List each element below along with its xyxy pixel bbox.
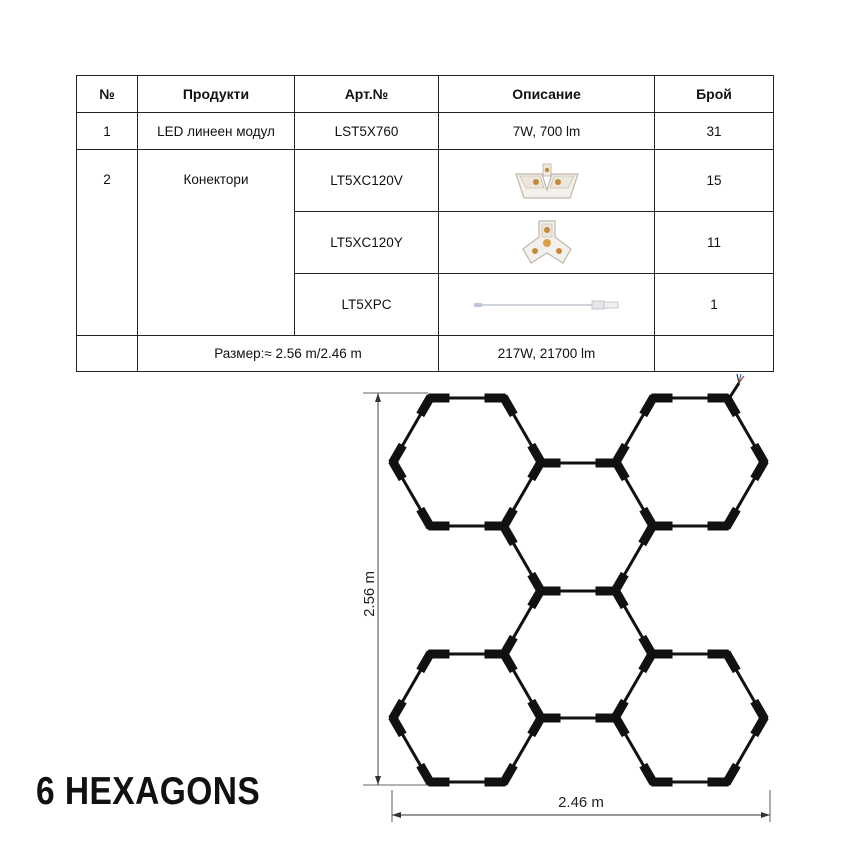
module-end-cap	[506, 401, 512, 411]
module-end-cap	[756, 465, 762, 475]
module-end-cap	[729, 657, 735, 667]
total-size: Размер:≈ 2.56 m/2.46 m	[138, 336, 439, 372]
connector-node	[500, 394, 508, 402]
module-end-cap	[729, 769, 735, 779]
connector-node	[500, 650, 508, 658]
module-end-cap	[506, 530, 512, 540]
connector-node	[611, 587, 619, 595]
connector-node	[612, 458, 620, 466]
connector-node	[500, 778, 508, 786]
module-end-cap	[756, 449, 762, 459]
connector-node	[611, 714, 619, 722]
module-end-cap	[395, 449, 401, 459]
module-end-cap	[617, 578, 623, 588]
connector-node	[537, 458, 545, 466]
header-no: №	[77, 76, 138, 113]
row-no: 1	[77, 113, 138, 150]
connector-node	[723, 650, 731, 658]
module-end-cap	[395, 721, 401, 731]
row-qty: 15	[655, 150, 774, 212]
header-qty: Брой	[655, 76, 774, 113]
module-end-cap	[506, 657, 512, 667]
module-end-cap	[644, 530, 650, 540]
module-end-cap	[422, 401, 428, 411]
connector-node	[389, 714, 397, 722]
connector-node	[537, 714, 545, 722]
module-end-cap	[645, 769, 651, 779]
module-end-cap	[645, 513, 651, 523]
module-end-cap	[645, 401, 651, 411]
row-qty: 1	[655, 274, 774, 336]
connector-node	[649, 394, 657, 402]
width-label: 2.46 m	[558, 794, 604, 811]
header-product: Продукти	[138, 76, 295, 113]
module-end-cap	[644, 641, 650, 651]
row-product: LED линеен модул	[138, 113, 295, 150]
module-end-cap	[533, 705, 539, 715]
row-art: LT5XC120V	[295, 150, 439, 212]
module-end-cap	[533, 578, 539, 588]
row-product: Конектори	[138, 150, 295, 336]
connector-node	[389, 458, 397, 466]
module-end-cap	[506, 513, 512, 523]
module-end-cap	[395, 465, 401, 475]
module-end-cap	[618, 465, 624, 475]
module-end-cap	[729, 401, 735, 411]
connector-node	[723, 778, 731, 786]
hexagon-frames	[393, 398, 764, 782]
module-end-cap	[506, 769, 512, 779]
module-end-cap	[729, 513, 735, 523]
row-description: 7W, 700 lm	[439, 113, 655, 150]
row-qty: 11	[655, 212, 774, 274]
page-title: 6 HEXAGONS	[36, 770, 261, 813]
module-end-cap	[617, 705, 623, 715]
connector-node	[426, 522, 434, 530]
connector-node	[649, 522, 657, 530]
module-end-cap	[618, 721, 624, 731]
header-description: Описание	[439, 76, 655, 113]
row-qty: 31	[655, 113, 774, 150]
connector-node	[648, 650, 656, 658]
module-end-cap	[533, 465, 539, 475]
total-description: 217W, 21700 lm	[439, 336, 655, 372]
power-cable-end	[730, 374, 744, 397]
connector-node	[426, 650, 434, 658]
module-end-cap	[422, 769, 428, 779]
connector-node	[760, 458, 768, 466]
module-end-cap	[506, 641, 512, 651]
row-no: 2	[77, 150, 138, 336]
connector-node	[537, 587, 545, 595]
connector-node	[649, 778, 657, 786]
module-end-cap	[756, 721, 762, 731]
row-art: LT5XC120Y	[295, 212, 439, 274]
module-end-cap	[756, 705, 762, 715]
connector-node	[500, 522, 508, 530]
module-end-cap	[533, 721, 539, 731]
module-end-cap	[618, 449, 624, 459]
module-end-cap	[533, 449, 539, 459]
height-label: 2.56 m	[361, 571, 378, 617]
width-dimension	[392, 790, 770, 822]
module-end-cap	[422, 657, 428, 667]
connector-node	[760, 714, 768, 722]
module-end-cap	[644, 657, 650, 667]
connector-node	[426, 394, 434, 402]
row-art: LT5XPC	[295, 274, 439, 336]
module-end-cap	[395, 705, 401, 715]
header-art: Арт.№	[295, 76, 439, 113]
connector-node	[723, 522, 731, 530]
module-end-cap	[422, 513, 428, 523]
row-art: LST5X760	[295, 113, 439, 150]
